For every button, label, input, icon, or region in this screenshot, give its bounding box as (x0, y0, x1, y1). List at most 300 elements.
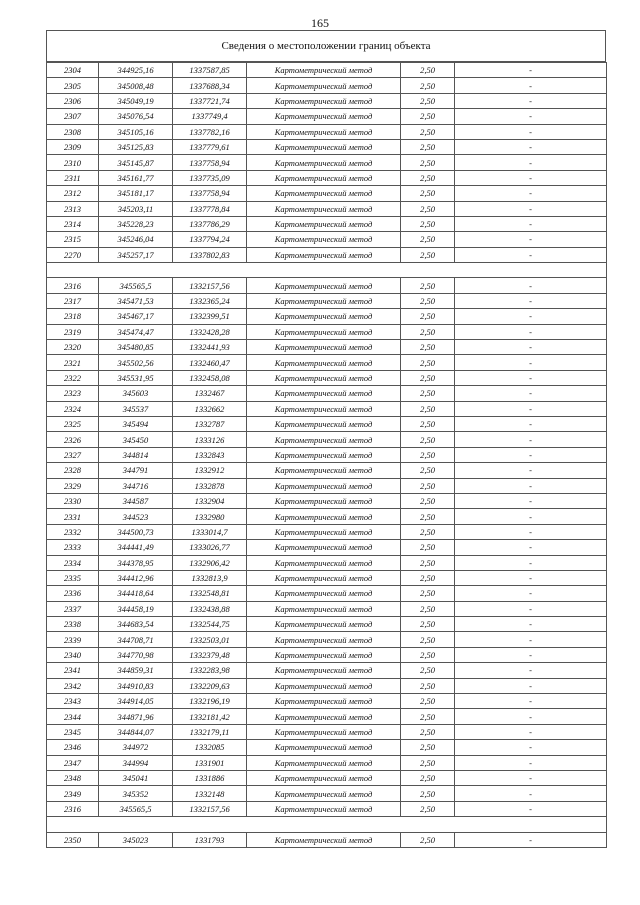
point-number: 2317 (47, 293, 99, 308)
point-number: 2321 (47, 355, 99, 370)
method-cell: Картометрический метод (247, 663, 401, 678)
table-row (47, 355, 607, 370)
table-row (47, 247, 607, 262)
point-number: 2350 (47, 832, 99, 847)
method-cell: Картометрический метод (247, 278, 401, 293)
accuracy-cell: 2,50 (401, 232, 455, 247)
accuracy-cell: 2,50 (401, 663, 455, 678)
coord-x: 345450 (99, 432, 173, 447)
note-cell: - (455, 770, 607, 785)
point-number: 2342 (47, 678, 99, 693)
note-cell: - (455, 832, 607, 847)
coord-x: 344412,96 (99, 570, 173, 585)
table-row (47, 678, 607, 693)
accuracy-cell: 2,50 (401, 370, 455, 385)
accuracy-cell: 2,50 (401, 832, 455, 847)
accuracy-cell: 2,50 (401, 493, 455, 508)
note-cell: - (455, 216, 607, 231)
point-number: 2333 (47, 540, 99, 555)
coord-y: 1332196,19 (173, 694, 247, 709)
coord-x: 345502,56 (99, 355, 173, 370)
coord-y: 1337587,85 (173, 63, 247, 78)
coord-y: 1337721,74 (173, 93, 247, 108)
note-cell: - (455, 155, 607, 170)
point-number: 2316 (47, 278, 99, 293)
point-number: 2307 (47, 109, 99, 124)
table-row (47, 216, 607, 231)
note-cell: - (455, 247, 607, 262)
point-number: 2335 (47, 570, 99, 585)
coord-x: 345181,17 (99, 186, 173, 201)
table-row (47, 524, 607, 539)
point-number: 2310 (47, 155, 99, 170)
table-row (47, 832, 607, 847)
accuracy-cell: 2,50 (401, 509, 455, 524)
coordinates-sheet (46, 30, 606, 848)
coord-x: 344814 (99, 447, 173, 462)
point-number: 2320 (47, 340, 99, 355)
coord-x: 344871,96 (99, 709, 173, 724)
table-row (47, 170, 607, 185)
accuracy-cell: 2,50 (401, 201, 455, 216)
coord-x: 344925,16 (99, 63, 173, 78)
note-cell: - (455, 617, 607, 632)
separator-row (47, 263, 607, 278)
method-cell: Картометрический метод (247, 463, 401, 478)
accuracy-cell: 2,50 (401, 524, 455, 539)
accuracy-cell: 2,50 (401, 601, 455, 616)
note-cell: - (455, 524, 607, 539)
table-row (47, 278, 607, 293)
coord-y: 1332503,01 (173, 632, 247, 647)
method-cell: Картометрический метод (247, 801, 401, 816)
table-row (47, 139, 607, 154)
note-cell: - (455, 355, 607, 370)
coord-y: 1332209,63 (173, 678, 247, 693)
note-cell: - (455, 232, 607, 247)
accuracy-cell: 2,50 (401, 694, 455, 709)
table-row (47, 478, 607, 493)
method-cell: Картометрический метод (247, 155, 401, 170)
coord-x: 345537 (99, 401, 173, 416)
point-number: 2343 (47, 694, 99, 709)
accuracy-cell: 2,50 (401, 632, 455, 647)
coord-x: 345257,17 (99, 247, 173, 262)
method-cell: Картометрический метод (247, 555, 401, 570)
method-cell: Картометрический метод (247, 786, 401, 801)
accuracy-cell: 2,50 (401, 555, 455, 570)
point-number: 2348 (47, 770, 99, 785)
method-cell: Картометрический метод (247, 617, 401, 632)
accuracy-cell: 2,50 (401, 709, 455, 724)
point-number: 2346 (47, 740, 99, 755)
coord-x: 345008,48 (99, 78, 173, 93)
coord-x: 345246,04 (99, 232, 173, 247)
coord-y: 1337778,84 (173, 201, 247, 216)
point-number: 2331 (47, 509, 99, 524)
method-cell: Картометрический метод (247, 63, 401, 78)
coord-y: 1332428,28 (173, 324, 247, 339)
table-row (47, 401, 607, 416)
coord-x: 345076,54 (99, 109, 173, 124)
accuracy-cell: 2,50 (401, 247, 455, 262)
coord-x: 344500,73 (99, 524, 173, 539)
table-row (47, 109, 607, 124)
accuracy-cell: 2,50 (401, 478, 455, 493)
method-cell: Картометрический метод (247, 247, 401, 262)
method-cell: Картометрический метод (247, 386, 401, 401)
accuracy-cell: 2,50 (401, 186, 455, 201)
table-row (47, 155, 607, 170)
coord-x: 344859,31 (99, 663, 173, 678)
separator-cell (47, 817, 607, 832)
table-row (47, 386, 607, 401)
point-number: 2270 (47, 247, 99, 262)
method-cell: Картометрический метод (247, 93, 401, 108)
method-cell: Картометрический метод (247, 540, 401, 555)
point-number: 2334 (47, 555, 99, 570)
note-cell: - (455, 63, 607, 78)
accuracy-cell: 2,50 (401, 278, 455, 293)
coord-y: 1332157,56 (173, 801, 247, 816)
note-cell: - (455, 555, 607, 570)
method-cell: Картометрический метод (247, 401, 401, 416)
note-cell: - (455, 601, 607, 616)
note-cell: - (455, 386, 607, 401)
point-number: 2311 (47, 170, 99, 185)
accuracy-cell: 2,50 (401, 78, 455, 93)
table-row (47, 340, 607, 355)
note-cell: - (455, 724, 607, 739)
accuracy-cell: 2,50 (401, 570, 455, 585)
coord-x: 345471,53 (99, 293, 173, 308)
accuracy-cell: 2,50 (401, 724, 455, 739)
method-cell: Картометрический метод (247, 570, 401, 585)
note-cell: - (455, 709, 607, 724)
point-number: 2304 (47, 63, 99, 78)
coord-x: 344523 (99, 509, 173, 524)
method-cell: Картометрический метод (247, 832, 401, 847)
point-number: 2306 (47, 93, 99, 108)
coord-x: 344844,07 (99, 724, 173, 739)
coord-y: 1332157,56 (173, 278, 247, 293)
point-number: 2326 (47, 432, 99, 447)
note-cell: - (455, 293, 607, 308)
point-number: 2339 (47, 632, 99, 647)
table-row (47, 786, 607, 801)
table-row (47, 540, 607, 555)
table-row (47, 432, 607, 447)
table-row (47, 647, 607, 662)
note-cell: - (455, 416, 607, 431)
note-cell: - (455, 186, 607, 201)
coord-x: 345603 (99, 386, 173, 401)
method-cell: Картометрический метод (247, 694, 401, 709)
coord-x: 344708,71 (99, 632, 173, 647)
coord-x: 345105,16 (99, 124, 173, 139)
page-number: 165 (311, 16, 329, 30)
accuracy-cell: 2,50 (401, 617, 455, 632)
table-row (47, 78, 607, 93)
point-number: 2327 (47, 447, 99, 462)
note-cell: - (455, 740, 607, 755)
note-cell: - (455, 278, 607, 293)
point-number: 2337 (47, 601, 99, 616)
table-row (47, 694, 607, 709)
accuracy-cell: 2,50 (401, 386, 455, 401)
point-number: 2312 (47, 186, 99, 201)
coord-y: 1332980 (173, 509, 247, 524)
note-cell: - (455, 632, 607, 647)
point-number: 2329 (47, 478, 99, 493)
coord-y: 1332548,81 (173, 586, 247, 601)
note-cell: - (455, 309, 607, 324)
accuracy-cell: 2,50 (401, 124, 455, 139)
accuracy-cell: 2,50 (401, 416, 455, 431)
coord-x: 345203,11 (99, 201, 173, 216)
coord-y: 1337779,61 (173, 139, 247, 154)
point-number: 2345 (47, 724, 99, 739)
coord-y: 1337802,83 (173, 247, 247, 262)
point-number: 2318 (47, 309, 99, 324)
table-row (47, 801, 607, 816)
accuracy-cell: 2,50 (401, 786, 455, 801)
table-row (47, 570, 607, 585)
accuracy-cell: 2,50 (401, 324, 455, 339)
note-cell: - (455, 493, 607, 508)
table-row (47, 201, 607, 216)
point-number: 2313 (47, 201, 99, 216)
coord-y: 1332467 (173, 386, 247, 401)
method-cell: Картометрический метод (247, 309, 401, 324)
point-number: 2316 (47, 801, 99, 816)
separator-row (47, 817, 607, 832)
coord-x: 345565,5 (99, 278, 173, 293)
table-row (47, 740, 607, 755)
coord-y: 1337688,34 (173, 78, 247, 93)
table-row (47, 601, 607, 616)
method-cell: Картометрический метод (247, 724, 401, 739)
point-number: 2308 (47, 124, 99, 139)
table-row (47, 124, 607, 139)
point-number: 2332 (47, 524, 99, 539)
method-cell: Картометрический метод (247, 770, 401, 785)
point-number: 2336 (47, 586, 99, 601)
point-number: 2341 (47, 663, 99, 678)
coord-y: 1337749,4 (173, 109, 247, 124)
note-cell: - (455, 694, 607, 709)
coord-y: 1337786,29 (173, 216, 247, 231)
method-cell: Картометрический метод (247, 755, 401, 770)
coord-x: 344972 (99, 740, 173, 755)
note-cell: - (455, 540, 607, 555)
coord-y: 1332085 (173, 740, 247, 755)
note-cell: - (455, 139, 607, 154)
method-cell: Картометрический метод (247, 493, 401, 508)
coord-y: 1331793 (173, 832, 247, 847)
method-cell: Картометрический метод (247, 232, 401, 247)
coord-x: 344791 (99, 463, 173, 478)
accuracy-cell: 2,50 (401, 647, 455, 662)
table-row (47, 309, 607, 324)
coord-x: 345474,47 (99, 324, 173, 339)
table-row (47, 93, 607, 108)
coord-x: 345352 (99, 786, 173, 801)
accuracy-cell: 2,50 (401, 293, 455, 308)
note-cell: - (455, 170, 607, 185)
method-cell: Картометрический метод (247, 678, 401, 693)
coord-x: 344683,54 (99, 617, 173, 632)
table-row (47, 447, 607, 462)
accuracy-cell: 2,50 (401, 447, 455, 462)
coord-y: 1332379,48 (173, 647, 247, 662)
point-number: 2325 (47, 416, 99, 431)
separator-cell (47, 263, 607, 278)
note-cell: - (455, 432, 607, 447)
note-cell: - (455, 340, 607, 355)
table-row (47, 709, 607, 724)
coord-x: 345041 (99, 770, 173, 785)
table-row (47, 493, 607, 508)
point-number: 2347 (47, 755, 99, 770)
point-number: 2330 (47, 493, 99, 508)
method-cell: Картометрический метод (247, 340, 401, 355)
coord-y: 1331886 (173, 770, 247, 785)
method-cell: Картометрический метод (247, 78, 401, 93)
table-row (47, 463, 607, 478)
method-cell: Картометрический метод (247, 447, 401, 462)
method-cell: Картометрический метод (247, 647, 401, 662)
point-number: 2309 (47, 139, 99, 154)
note-cell: - (455, 663, 607, 678)
point-number: 2338 (47, 617, 99, 632)
table-row (47, 617, 607, 632)
table-row (47, 232, 607, 247)
table-row (47, 416, 607, 431)
coord-y: 1332662 (173, 401, 247, 416)
note-cell: - (455, 463, 607, 478)
accuracy-cell: 2,50 (401, 309, 455, 324)
accuracy-cell: 2,50 (401, 340, 455, 355)
coord-y: 1332148 (173, 786, 247, 801)
accuracy-cell: 2,50 (401, 432, 455, 447)
method-cell: Картометрический метод (247, 186, 401, 201)
method-cell: Картометрический метод (247, 601, 401, 616)
note-cell: - (455, 93, 607, 108)
method-cell: Картометрический метод (247, 216, 401, 231)
note-cell: - (455, 570, 607, 585)
accuracy-cell: 2,50 (401, 755, 455, 770)
coord-x: 344378,95 (99, 555, 173, 570)
point-number: 2344 (47, 709, 99, 724)
coordinates-table (46, 62, 607, 848)
coord-y: 1333014,7 (173, 524, 247, 539)
coord-x: 345049,19 (99, 93, 173, 108)
point-number: 2305 (47, 78, 99, 93)
point-number: 2322 (47, 370, 99, 385)
coord-x: 345145,87 (99, 155, 173, 170)
method-cell: Картометрический метод (247, 524, 401, 539)
point-number: 2328 (47, 463, 99, 478)
accuracy-cell: 2,50 (401, 170, 455, 185)
accuracy-cell: 2,50 (401, 155, 455, 170)
coord-x: 345161,77 (99, 170, 173, 185)
table-row (47, 632, 607, 647)
accuracy-cell: 2,50 (401, 355, 455, 370)
table-row (47, 509, 607, 524)
coord-y: 1332906,42 (173, 555, 247, 570)
table-row (47, 663, 607, 678)
note-cell: - (455, 755, 607, 770)
coord-x: 344910,83 (99, 678, 173, 693)
method-cell: Картометрический метод (247, 124, 401, 139)
accuracy-cell: 2,50 (401, 540, 455, 555)
table-row (47, 63, 607, 78)
coord-x: 345467,17 (99, 309, 173, 324)
point-number: 2323 (47, 386, 99, 401)
method-cell: Картометрический метод (247, 416, 401, 431)
note-cell: - (455, 124, 607, 139)
table-row (47, 755, 607, 770)
table-title: Сведения о местоположении границ объекта (46, 30, 606, 62)
coord-x: 345023 (99, 832, 173, 847)
note-cell: - (455, 78, 607, 93)
coord-y: 1332458,08 (173, 370, 247, 385)
coord-y: 1332441,93 (173, 340, 247, 355)
coord-y: 1332181,42 (173, 709, 247, 724)
table-row (47, 770, 607, 785)
accuracy-cell: 2,50 (401, 678, 455, 693)
coord-y: 1337735,09 (173, 170, 247, 185)
method-cell: Картометрический метод (247, 170, 401, 185)
coord-x: 345125,83 (99, 139, 173, 154)
coord-x: 344441,49 (99, 540, 173, 555)
coord-x: 344914,05 (99, 694, 173, 709)
point-number: 2340 (47, 647, 99, 662)
coord-x: 345494 (99, 416, 173, 431)
coord-x: 345228,23 (99, 216, 173, 231)
coord-y: 1333126 (173, 432, 247, 447)
coord-x: 345480,85 (99, 340, 173, 355)
accuracy-cell: 2,50 (401, 93, 455, 108)
table-row (47, 293, 607, 308)
coord-x: 344716 (99, 478, 173, 493)
coord-y: 1337794,24 (173, 232, 247, 247)
coord-x: 344770,98 (99, 647, 173, 662)
accuracy-cell: 2,50 (401, 586, 455, 601)
coord-y: 1332365,24 (173, 293, 247, 308)
method-cell: Картометрический метод (247, 370, 401, 385)
note-cell: - (455, 401, 607, 416)
method-cell: Картометрический метод (247, 109, 401, 124)
note-cell: - (455, 478, 607, 493)
point-number: 2314 (47, 216, 99, 231)
coord-y: 1331901 (173, 755, 247, 770)
coord-x: 345531,95 (99, 370, 173, 385)
accuracy-cell: 2,50 (401, 463, 455, 478)
coord-y: 1337782,16 (173, 124, 247, 139)
accuracy-cell: 2,50 (401, 801, 455, 816)
point-number: 2349 (47, 786, 99, 801)
accuracy-cell: 2,50 (401, 770, 455, 785)
table-row (47, 555, 607, 570)
coord-y: 1332912 (173, 463, 247, 478)
coord-y: 1332544,75 (173, 617, 247, 632)
coord-y: 1332878 (173, 478, 247, 493)
coord-y: 1332283,98 (173, 663, 247, 678)
coord-x: 344458,19 (99, 601, 173, 616)
note-cell: - (455, 370, 607, 385)
